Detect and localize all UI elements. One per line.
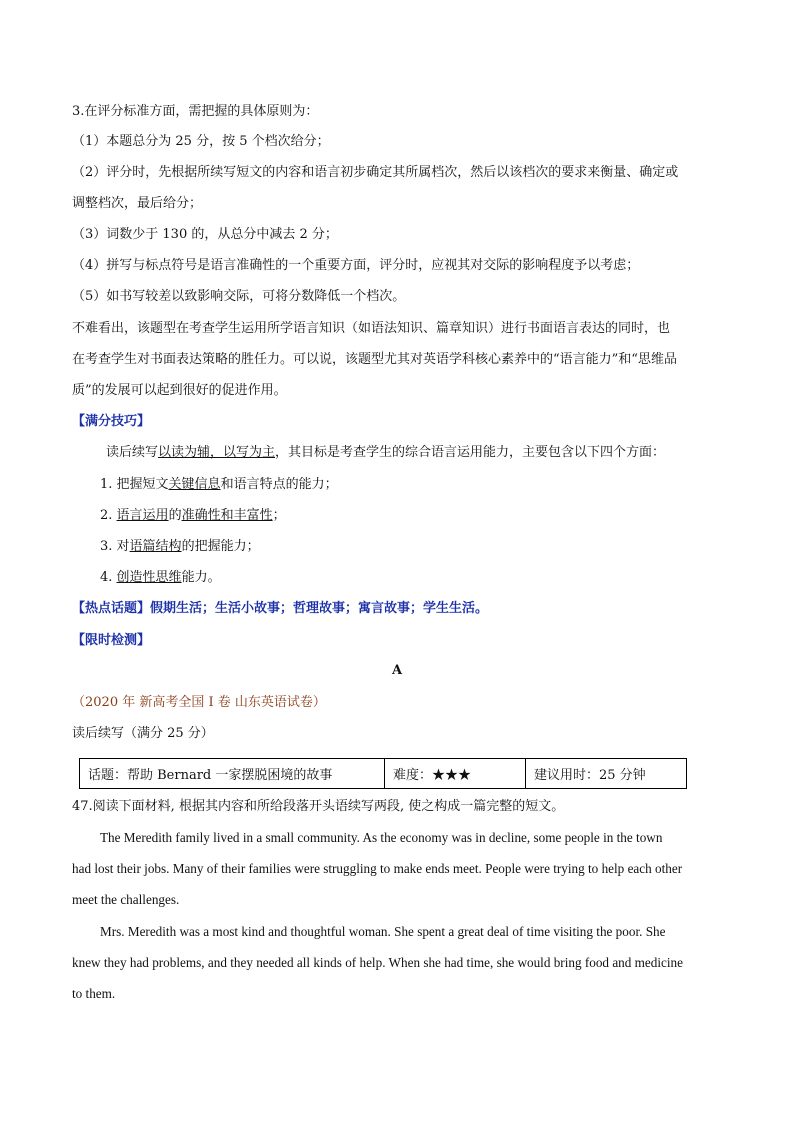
section-letter: A (391, 663, 403, 678)
tips-heading: 【满分技巧】 (72, 414, 151, 429)
exam-source: （2020 年 新高考全国 I 卷 山东英语试卷） (72, 695, 326, 710)
tip-item-1: 1. 把握短文关键信息和语言特点的能力； (100, 477, 338, 492)
rule-item: （2）评分时，先根据所续写短文的内容和语言初步确定其所属档次，然后以该档次的要求来衡量、确定或 (72, 165, 679, 180)
summary-line: 在考查学生对书面表达策略的胜任力。可以说，该题型尤其对英语学科核心素养中的“语言能力”和“思维品 (72, 352, 677, 367)
tip-item-4: 4. 创造性思维能力。 (100, 570, 221, 585)
tips-intro-underlined: 以读为辅，以写为主 (158, 445, 276, 460)
task-title: 读后续写（满分 25 分） (72, 726, 214, 741)
passage-line: Mrs. Meredith was a most kind and thoughtful woman. She spent a great deal of time visiting the poor. She (100, 924, 666, 939)
task-info-table (79, 758, 687, 789)
hot-topics-text: 假期生活；生活小故事；哲理故事；寓言故事；学生生活。 (150, 601, 489, 616)
topic-cell: 话题：帮助 Bernard 一家摆脱困境的故事 (80, 759, 385, 789)
rule-item: 调整档次，最后给分； (72, 196, 203, 211)
passage-line: The Meredith family lived in a small community. As the economy was in decline, some people in the town (100, 830, 663, 845)
instruction: 47.阅读下面材料, 根据其内容和所给段落开头语续写两段, 使之构成一篇完整的短文。 (72, 799, 565, 814)
time-cell: 建议用时：25 分钟 (526, 759, 687, 789)
difficulty-cell: 难度：★★★ (385, 759, 526, 789)
passage-line: meet the challenges. (72, 892, 180, 907)
rule-item: （4）拼写与标点符号是语言准确性的一个重要方面，评分时，应视其对交际的影响程度予以考虑； (72, 258, 640, 273)
passage-line: had lost their jobs. Many of their families were struggling to make ends meet. People were trying to help each other (72, 861, 683, 876)
star-rating-icon: ★★★ (432, 768, 472, 783)
tip-item-2: 2. 语言运用的准确性和丰富性； (100, 508, 286, 523)
hot-topics-label: 【热点话题】 (72, 601, 151, 616)
rules-heading: 3.在评分标准方面，需把握的具体原则为： (72, 104, 319, 119)
rule-item: （1）本题总分为 25 分，按 5 个档次给分； (72, 134, 330, 149)
passage-line: knew they had problems, and they needed all kinds of help. When she had time, she would bring food and medicine (72, 955, 683, 970)
test-heading: 【限时检测】 (72, 633, 151, 648)
rule-item: （5）如书写较差以致影响交际，可将分数降低一个档次。 (72, 289, 406, 304)
summary-line: 质”的发展可以起到很好的促进作用。 (72, 383, 287, 398)
hot-topics (72, 600, 488, 618)
tips-intro: 读后续写以读为辅，以写为主，其目标是考查学生的综合语言运用能力，主要包含以下四个方面： (106, 445, 666, 460)
rule-item: （3）词数少于 130 的，从总分中减去 2 分； (72, 227, 338, 242)
passage-line: to them. (72, 986, 116, 1001)
summary-line: 不难看出，该题型在考查学生运用所学语言知识（如语法知识、篇章知识）进行书面语言表达的同时，也 (72, 321, 671, 336)
tip-item-3: 3. 对语篇结构的把握能力； (100, 539, 260, 554)
